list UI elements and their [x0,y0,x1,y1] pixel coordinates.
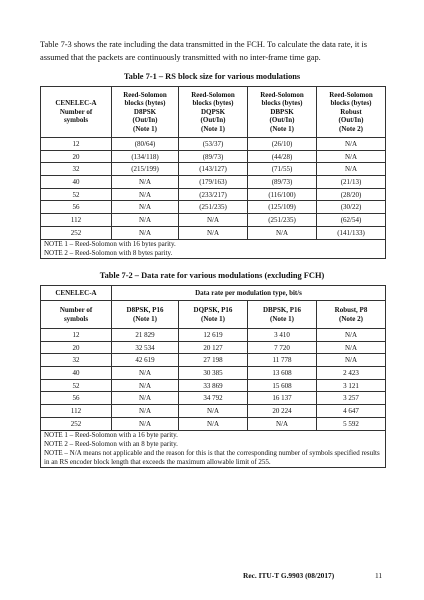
header-line: Number of [59,305,93,314]
table1-cell: N/A [248,226,317,239]
header-line: DBPSK, P16 [262,305,302,314]
table1-cell: N/A [317,138,386,151]
intro-paragraph: Table 7-3 shows the rate including the data transmitted in the FCH. To calculate the data rate, it is assumed that the packets are continuously transmitted with no inter-frame time gap. [40,40,368,62]
table2-cell: 56 [41,392,112,405]
table1-cell: 56 [41,201,112,214]
table1-note: NOTE 1 – Reed-Solomon with 16 bytes parity. [44,239,176,248]
table2-cell: N/A [248,417,317,430]
table1-cell: (89/73) [179,150,248,163]
table2-row [41,367,386,380]
header-line: (Out/In) [200,116,226,125]
table2-cell: 34 792 [179,392,248,405]
table1-cell: N/A [179,226,248,239]
table1-cell: (125/109) [248,201,317,214]
table1-cell: (89/73) [248,176,317,189]
table1-cell: N/A [112,176,179,189]
table2-group-header: Data rate per modulation type, bit/s [112,286,386,301]
table2-cell: N/A [317,341,386,354]
table2-cell: N/A [112,367,179,380]
header-line: D8PSK, P16 [126,305,164,314]
table1-cell: (26/10) [248,138,317,151]
table2-column-header [179,301,248,329]
header-line: blocks (bytes) [330,99,372,108]
table2-note: NOTE 1 – Reed-Solomon with a 16 byte parity. [44,430,178,439]
table1-cell: N/A [112,226,179,239]
header-line: Reed-Solomon [191,90,235,99]
table2-cell: 21 829 [112,329,179,342]
header-line: (Note 1) [133,314,157,323]
table2-group-header-row [41,286,386,301]
table2-cell: 33 869 [179,379,248,392]
table2-note: NOTE – N/A means not applicable and the reason for this is that the corresponding number of symbols specified results in an RS encoder block length that exceeds the maximum allowable limit of 255. [44,448,380,466]
table1-notes-row [41,239,386,258]
table1-cell: (141/133) [317,226,386,239]
header-line: (Note 1) [201,124,225,133]
data-rate-table [40,285,386,468]
table1-cell: (80/64) [112,138,179,151]
table2-notes [41,430,386,467]
table2-cell: 20 127 [179,341,248,354]
header-line: (Note 1) [270,124,294,133]
table1-note: NOTE 2 – Reed-Solomon with 8 bytes parity. [44,248,173,257]
table2-row [41,329,386,342]
table2-column-header [248,301,317,329]
table2-cell: 52 [41,379,112,392]
table2-row [41,417,386,430]
table2-row [41,379,386,392]
table1-cell: (71/55) [248,163,317,176]
table1-cell: N/A [112,201,179,214]
table1-row [41,226,386,239]
table1-cell: (116/100) [248,188,317,201]
header-line: Number of [59,107,93,116]
header-line: blocks (bytes) [124,99,166,108]
header-line: blocks (bytes) [261,99,303,108]
header-line: (Note 1) [133,124,157,133]
table1-cell: (251/235) [179,201,248,214]
table1-cell: (28/20) [317,188,386,201]
table1-cell: (21/13) [317,176,386,189]
header-line: Reed-Solomon [123,90,167,99]
table1-row [41,163,386,176]
table1-notes [41,239,386,258]
table2-cell: N/A [112,392,179,405]
header-line: blocks (bytes) [192,99,234,108]
header-line: CENELEC-A [55,99,97,108]
table2-cell: 20 [41,341,112,354]
header-line: (Note 1) [270,314,294,323]
table2-cell: N/A [112,417,179,430]
rs-block-size-table [40,86,386,259]
table2-cell: 2 423 [317,367,386,380]
table1-cell: (215/199) [112,163,179,176]
table2-row [41,392,386,405]
table2-cell: N/A [112,405,179,418]
table1-column-header [317,87,386,138]
table2-cell: 16 137 [248,392,317,405]
table2-row [41,354,386,367]
header-line: symbols [63,314,89,323]
table2-cell: N/A [317,354,386,367]
table2-cell: 5 592 [317,417,386,430]
table1-row [41,214,386,227]
table1-row [41,201,386,214]
header-line: (Note 2) [339,124,363,133]
table2-cell: N/A [112,379,179,392]
header-line: (Out/In) [132,116,158,125]
table1-row [41,138,386,151]
table2-notes-row [41,430,386,467]
header-line: DBPSK [270,107,294,116]
table2-cell: 12 [41,329,112,342]
table1-column-header [41,87,112,138]
table1-cell: (143/127) [179,163,248,176]
table2-cell: 13 608 [248,367,317,380]
table2-cell: 252 [41,417,112,430]
header-line: DQPSK, P16 [193,305,233,314]
table1-cell: 12 [41,138,112,151]
header-line: Reed-Solomon [329,90,373,99]
table1-cell: 112 [41,214,112,227]
table1-cell: (179/163) [179,176,248,189]
table2-cell: 15 608 [248,379,317,392]
table1-header-row [41,87,386,138]
table2-cell: 3 257 [317,392,386,405]
table2-cell: N/A [179,417,248,430]
table1-cell: (233/217) [179,188,248,201]
table2-cell: 3 121 [317,379,386,392]
table2-cell: 3 410 [248,329,317,342]
header-line: (Out/In) [269,116,295,125]
table2-row [41,405,386,418]
table2-cell: 42 619 [112,354,179,367]
header-line: (Out/In) [338,116,364,125]
table1-cell: (53/37) [179,138,248,151]
table1-cell: 52 [41,188,112,201]
table2-cell: 32 534 [112,341,179,354]
table2-column-header [41,301,112,329]
table2-cell: 27 198 [179,354,248,367]
header-line: (Note 2) [339,314,363,323]
header-line: Reed-Solomon [260,90,304,99]
page-number: 11 [375,571,383,580]
table2-top-left-header: CENELEC-A [41,286,112,301]
table1-cell: N/A [112,214,179,227]
table2-column-header [317,301,386,329]
table2-cell: 7 720 [248,341,317,354]
header-line: D8PSK [133,107,157,116]
table1-cell: (251/235) [248,214,317,227]
header-line: DQPSK [200,107,226,116]
table1-cell: 32 [41,163,112,176]
table1-cell: N/A [179,214,248,227]
table1-column-header [248,87,317,138]
table2-cell: 11 778 [248,354,317,367]
table1-column-header [112,87,179,138]
table2-cell: N/A [179,405,248,418]
footer-recommendation: Rec. ITU-T G.9903 (08/2017) [243,571,335,580]
header-line: Robust, P8 [334,305,368,314]
table1-cell: (30/22) [317,201,386,214]
table2-header-row [41,301,386,329]
table1-cell: (62/54) [317,214,386,227]
table2-cell: 30 385 [179,367,248,380]
header-line: Robust [340,107,362,116]
table2-cell: N/A [317,329,386,342]
table1-cell: (44/28) [248,150,317,163]
table1-cell: N/A [317,150,386,163]
table2-row [41,341,386,354]
table2-cell: 32 [41,354,112,367]
table1-row [41,176,386,189]
header-line: symbols [63,116,89,125]
table1-cell: 40 [41,176,112,189]
table1-column-header [179,87,248,138]
table1-caption: Table 7-1 – RS block size for various modulations [123,72,301,81]
table1-cell: N/A [112,188,179,201]
table2-column-header [112,301,179,329]
table2-cell: 112 [41,405,112,418]
table2-cell: 4 647 [317,405,386,418]
table2-cell: 12 619 [179,329,248,342]
table1-cell: N/A [317,163,386,176]
table1-cell: 252 [41,226,112,239]
table1-cell: (134/118) [112,150,179,163]
header-line: (Note 1) [201,314,225,323]
table1-row [41,150,386,163]
table2-cell: 20 224 [248,405,317,418]
table2-caption: Table 7-2 – Data rate for various modulations (excluding FCH) [99,271,325,280]
table1-cell: 20 [41,150,112,163]
table2-cell: 40 [41,367,112,380]
table1-row [41,188,386,201]
table2-note: NOTE 2 – Reed-Solomon with an 8 byte parity. [44,439,178,448]
